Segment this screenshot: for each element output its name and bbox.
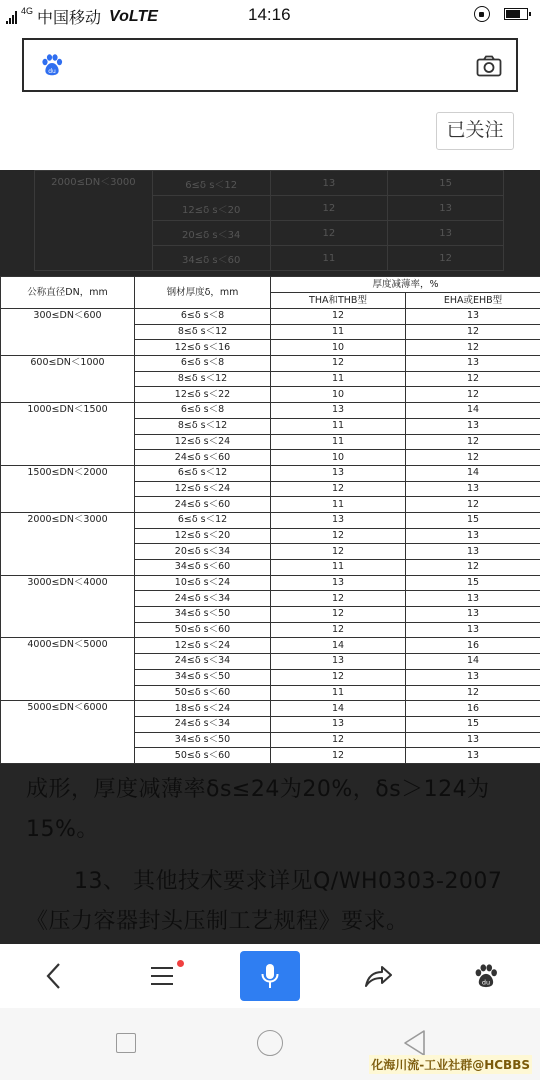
dn-range-cell: 5000≤DN＜6000 <box>1 701 135 764</box>
eha-rate-cell: 13 <box>406 356 540 372</box>
table-image[interactable] <box>0 276 540 764</box>
header-thickness: 钢材厚度δ，mm <box>135 277 271 309</box>
thickness-cell: 12≤δ s＜24 <box>135 434 271 450</box>
dn-range-cell: 3000≤DN＜4000 <box>1 575 135 638</box>
tha-rate-cell: 10 <box>271 450 406 466</box>
tha-rate-cell: 13 <box>271 716 406 732</box>
rotation-lock-icon <box>474 6 490 22</box>
thickness-cell: 6≤δ s＜8 <box>135 309 271 325</box>
background-table: 2000≤DN＜3000 6≤δ s＜12 13 15 12≤δ s＜20 12 13 20≤δ s＜34 12 13 34≤δ s＜60 11 12 <box>34 170 504 271</box>
eha-rate-cell: 15 <box>406 512 540 528</box>
share-icon <box>363 964 393 988</box>
notification-dot <box>177 960 184 967</box>
tha-rate-cell: 10 <box>271 387 406 403</box>
eha-rate-cell: 16 <box>406 638 540 654</box>
camera-icon[interactable] <box>476 55 502 77</box>
header-rate: 厚度减薄率，% <box>271 277 540 293</box>
system-nav-bar <box>0 1008 540 1080</box>
battery-icon <box>504 8 528 20</box>
eha-rate-cell: 13 <box>406 669 540 685</box>
browser-toolbar <box>0 944 540 1008</box>
header-type-b: EHA或EHB型 <box>406 293 540 309</box>
eha-rate-cell: 13 <box>406 591 540 607</box>
mic-button-bg <box>240 951 300 1001</box>
status-left <box>6 5 158 28</box>
carrier-name: 中国移动 <box>37 10 102 27</box>
tha-rate-cell: 14 <box>271 638 406 654</box>
thickness-cell: 6≤δ s＜8 <box>135 403 271 419</box>
tha-rate-cell: 12 <box>271 607 406 623</box>
tha-rate-cell: 11 <box>271 418 406 434</box>
tha-rate-cell: 12 <box>271 544 406 560</box>
baidu-home-button[interactable] <box>432 944 540 1008</box>
article-text <box>26 770 520 942</box>
table-row <box>1 356 540 372</box>
voice-search-icon <box>260 962 280 990</box>
system-back-icon[interactable] <box>402 1029 426 1057</box>
thickness-cell: 8≤δ s＜12 <box>135 371 271 387</box>
header-dn: 公称直径DN，mm <box>1 277 135 309</box>
signal-icon <box>6 10 17 24</box>
eha-rate-cell: 13 <box>406 748 540 764</box>
tha-rate-cell: 14 <box>271 701 406 717</box>
thickness-cell: 10≤δ s＜24 <box>135 575 271 591</box>
voice-search-button[interactable] <box>216 944 324 1008</box>
thickness-cell: 8≤δ s＜12 <box>135 324 271 340</box>
tha-rate-cell: 11 <box>271 324 406 340</box>
thickness-cell: 12≤δ s＜24 <box>135 481 271 497</box>
tha-rate-cell: 11 <box>271 685 406 701</box>
eha-rate-cell: 12 <box>406 497 540 513</box>
table-body <box>1 309 540 764</box>
thickness-cell: 12≤δ s＜22 <box>135 387 271 403</box>
tha-rate-cell: 12 <box>271 309 406 325</box>
eha-rate-cell: 13 <box>406 418 540 434</box>
eha-rate-cell: 12 <box>406 685 540 701</box>
share-button[interactable] <box>324 944 432 1008</box>
dn-range-cell: 1000≤DN＜1500 <box>1 403 135 466</box>
volte-indicator: VoLTE <box>109 7 158 25</box>
thickness-cell: 8≤δ s＜12 <box>135 418 271 434</box>
dn-range-cell: 600≤DN＜1000 <box>1 356 135 403</box>
thickness-cell: 50≤δ s＜60 <box>135 685 271 701</box>
paragraph-2: 13、 其他技术要求详见Q/WH0303-2007《压力容器封头压制工艺规程》要求。 <box>26 869 503 934</box>
eha-rate-cell: 12 <box>406 371 540 387</box>
svg-text:du: du <box>48 68 56 75</box>
tha-rate-cell: 13 <box>271 512 406 528</box>
thickness-cell: 24≤δ s＜60 <box>135 450 271 466</box>
eha-rate-cell: 12 <box>406 560 540 576</box>
thickness-cell: 24≤δ s＜60 <box>135 497 271 513</box>
table-row <box>1 465 540 481</box>
eha-rate-cell: 14 <box>406 403 540 419</box>
dn-range-cell: 1500≤DN＜2000 <box>1 465 135 512</box>
menu-icon <box>149 965 175 987</box>
thickness-cell: 6≤δ s＜12 <box>135 465 271 481</box>
eha-rate-cell: 13 <box>406 607 540 623</box>
tha-rate-cell: 12 <box>271 732 406 748</box>
status-bar <box>0 0 540 30</box>
thickness-cell: 6≤δ s＜12 <box>135 512 271 528</box>
thickness-cell: 34≤δ s＜60 <box>135 560 271 576</box>
thickness-cell: 50≤δ s＜60 <box>135 622 271 638</box>
eha-rate-cell: 13 <box>406 309 540 325</box>
tha-rate-cell: 13 <box>271 654 406 670</box>
tha-rate-cell: 11 <box>271 434 406 450</box>
table-row <box>1 701 540 717</box>
thickness-cell: 6≤δ s＜8 <box>135 356 271 372</box>
eha-rate-cell: 14 <box>406 465 540 481</box>
thickness-cell: 12≤δ s＜24 <box>135 638 271 654</box>
eha-rate-cell: 12 <box>406 324 540 340</box>
thickness-cell: 12≤δ s＜16 <box>135 340 271 356</box>
svg-text:du: du <box>481 978 491 987</box>
thickness-cell: 50≤δ s＜60 <box>135 748 271 764</box>
eha-rate-cell: 12 <box>406 450 540 466</box>
eha-rate-cell: 13 <box>406 622 540 638</box>
thickness-cell: 34≤δ s＜50 <box>135 607 271 623</box>
thickness-cell: 34≤δ s＜50 <box>135 732 271 748</box>
back-icon <box>44 962 64 990</box>
watermark: 化海川流-工业社群@HCBBS <box>369 1055 532 1074</box>
home-button[interactable] <box>257 1030 283 1056</box>
eha-rate-cell: 13 <box>406 544 540 560</box>
tha-rate-cell: 12 <box>271 481 406 497</box>
thinning-rate-table <box>0 276 540 764</box>
eha-rate-cell: 13 <box>406 481 540 497</box>
eha-rate-cell: 13 <box>406 528 540 544</box>
thickness-cell: 20≤δ s＜34 <box>135 544 271 560</box>
tha-rate-cell: 12 <box>271 748 406 764</box>
tha-rate-cell: 12 <box>271 356 406 372</box>
eha-rate-cell: 13 <box>406 732 540 748</box>
tha-rate-cell: 12 <box>271 669 406 685</box>
tha-rate-cell: 10 <box>271 340 406 356</box>
tha-rate-cell: 11 <box>271 371 406 387</box>
dn-range-cell: 300≤DN＜600 <box>1 309 135 356</box>
eha-rate-cell: 12 <box>406 340 540 356</box>
baidu-home-icon <box>473 963 499 989</box>
table-row <box>1 309 540 325</box>
thickness-cell: 24≤δ s＜34 <box>135 591 271 607</box>
header-type-a: THA和THB型 <box>271 293 406 309</box>
table-row <box>1 403 540 419</box>
dn-range-cell: 4000≤DN＜5000 <box>1 638 135 701</box>
tha-rate-cell: 12 <box>271 622 406 638</box>
eha-rate-cell: 16 <box>406 701 540 717</box>
baidu-paw-icon <box>40 53 64 77</box>
tha-rate-cell: 12 <box>271 591 406 607</box>
eha-rate-cell: 15 <box>406 716 540 732</box>
network-type: 4G <box>21 5 34 16</box>
status-time: 14:16 <box>248 5 291 24</box>
tha-rate-cell: 11 <box>271 497 406 513</box>
thickness-cell: 18≤δ s＜24 <box>135 701 271 717</box>
tha-rate-cell: 12 <box>271 528 406 544</box>
search-bar[interactable] <box>22 38 518 92</box>
dn-range-cell: 2000≤DN＜3000 <box>1 512 135 575</box>
tha-rate-cell: 13 <box>271 575 406 591</box>
ghost-dn-cell: 2000≤DN＜3000 <box>35 171 153 271</box>
eha-rate-cell: 12 <box>406 387 540 403</box>
thickness-cell: 34≤δ s＜50 <box>135 669 271 685</box>
eha-rate-cell: 15 <box>406 575 540 591</box>
paragraph-1: 成形，厚度减薄率δs≤24为20%，δs＞124为15%。 <box>26 777 490 842</box>
table-row <box>1 638 540 654</box>
eha-rate-cell: 14 <box>406 654 540 670</box>
thickness-cell: 24≤δ s＜34 <box>135 716 271 732</box>
tha-rate-cell: 11 <box>271 560 406 576</box>
menu-button[interactable] <box>108 944 216 1008</box>
back-button[interactable] <box>0 944 108 1008</box>
recents-button[interactable] <box>116 1033 136 1053</box>
table-row <box>1 512 540 528</box>
status-right <box>474 6 528 22</box>
follow-button[interactable]: 已关注 <box>436 112 514 150</box>
thickness-cell: 12≤δ s＜20 <box>135 528 271 544</box>
article-body <box>0 170 540 944</box>
tha-rate-cell: 13 <box>271 465 406 481</box>
table-row <box>1 575 540 591</box>
eha-rate-cell: 12 <box>406 434 540 450</box>
tha-rate-cell: 13 <box>271 403 406 419</box>
thickness-cell: 24≤δ s＜34 <box>135 654 271 670</box>
